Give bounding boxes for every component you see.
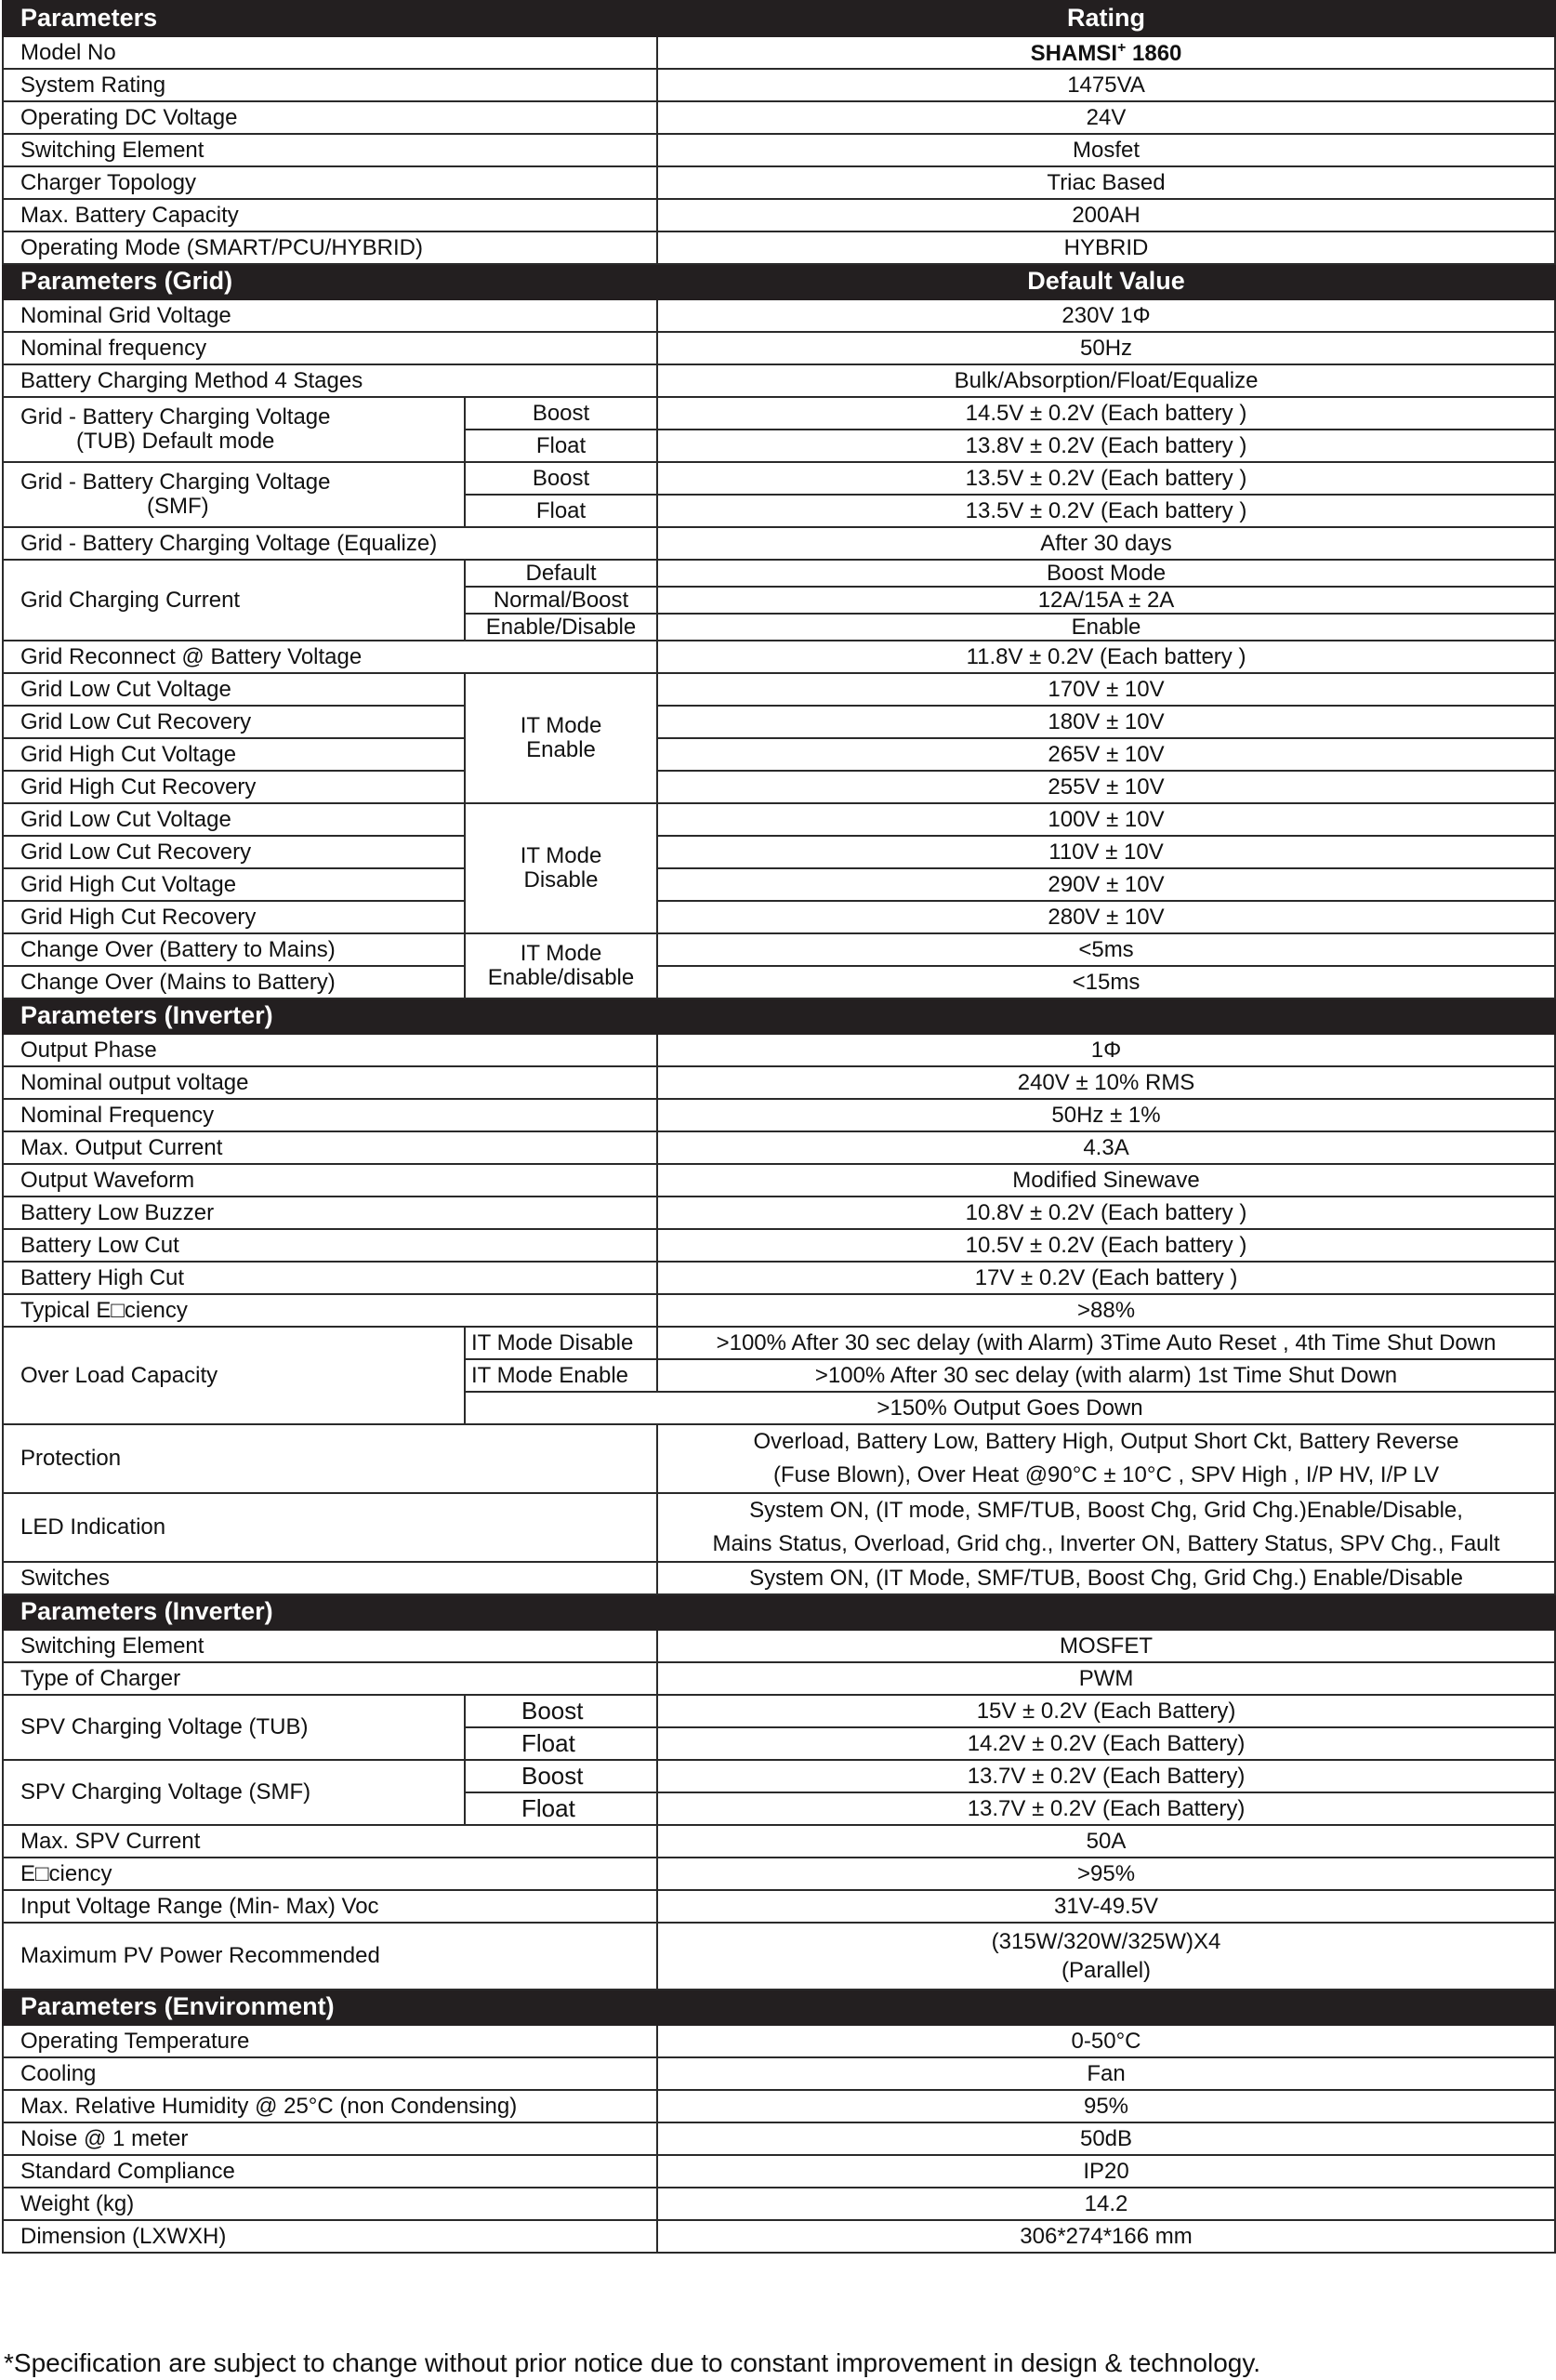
- row-label: Grid Reconnect @ Battery Voltage: [3, 641, 657, 673]
- table-row: [3, 803, 1555, 836]
- row-value: 265V ± 10V: [657, 738, 1555, 771]
- header-parameters-environment: Parameters (Environment): [3, 1990, 1555, 2025]
- tub-voltage-label: [3, 397, 465, 462]
- header-parameters-inverter: Parameters (Inverter): [3, 998, 1555, 1034]
- mode-line: IT Mode: [520, 843, 602, 869]
- table-row: [3, 1562, 1555, 1594]
- row-label: Grid High Cut Recovery: [3, 901, 465, 933]
- table-row: [3, 462, 1555, 495]
- row-value: 280V ± 10V: [657, 901, 1555, 933]
- row-label: Operating Mode (SMART/PCU/HYBRID): [3, 231, 657, 264]
- row-label: Charger Topology: [3, 166, 657, 199]
- row-value: 10.8V ± 0.2V (Each battery ): [657, 1197, 1555, 1229]
- table-row: [3, 933, 1555, 966]
- table-row: [3, 560, 1555, 587]
- table-row: [3, 1066, 1555, 1099]
- row-label: Nominal Frequency: [3, 1099, 657, 1131]
- sub-label: Enable/Disable: [465, 614, 657, 641]
- row-value: >100% After 30 sec delay (with alarm) 1st Time Shut Down: [657, 1359, 1555, 1392]
- row-value: 230V 1Φ: [657, 299, 1555, 332]
- it-mode-changeover-label: [465, 933, 657, 998]
- row-value: 1Φ: [657, 1034, 1555, 1066]
- row-value: 240V ± 10% RMS: [657, 1066, 1555, 1099]
- table-row: [3, 771, 1555, 803]
- row-value: MOSFET: [657, 1630, 1555, 1662]
- sub-label: Float: [465, 1727, 657, 1760]
- row-label: Grid High Cut Voltage: [3, 868, 465, 901]
- mode-line: Enable: [526, 737, 596, 762]
- row-value: 50Hz: [657, 332, 1555, 364]
- row-label: Typical E□ciency: [3, 1294, 657, 1327]
- table-row: [3, 901, 1555, 933]
- table-row: [3, 1858, 1555, 1890]
- row-value: 100V ± 10V: [657, 803, 1555, 836]
- table-row: [3, 2057, 1555, 2090]
- table-row: [3, 36, 1555, 69]
- sub-label: Float: [465, 495, 657, 527]
- value-line: Mains Status, Overload, Grid chg., Inverter ON, Battery Status, SPV Chg., Fault: [712, 1531, 1500, 1556]
- row-label: Standard Compliance: [3, 2155, 657, 2188]
- it-mode-enable-label: [465, 673, 657, 803]
- spv-tub-label: SPV Charging Voltage (TUB): [3, 1695, 465, 1760]
- row-value: 24V: [657, 101, 1555, 134]
- table-row: [3, 2122, 1555, 2155]
- sub-label: Normal/Boost: [465, 587, 657, 614]
- row-value: 170V ± 10V: [657, 673, 1555, 706]
- row-value: 14.2: [657, 2188, 1555, 2220]
- row-label: Grid Low Cut Recovery: [3, 706, 465, 738]
- table-row: [3, 1262, 1555, 1294]
- table-row: [3, 101, 1555, 134]
- row-label: Max. SPV Current: [3, 1825, 657, 1858]
- label-line: Grid - Battery Charging Voltage: [20, 404, 331, 430]
- model-label: Model No: [3, 36, 657, 69]
- row-value: After 30 days: [657, 527, 1555, 560]
- table-row: [3, 69, 1555, 101]
- row-label: LED Indication: [3, 1493, 657, 1562]
- label-line: (TUB) Default mode: [76, 429, 275, 454]
- row-label: System Rating: [3, 69, 657, 101]
- row-label: Output Waveform: [3, 1164, 657, 1197]
- row-label: Nominal output voltage: [3, 1066, 657, 1099]
- row-label: Protection: [3, 1424, 657, 1493]
- value-line: (315W/320W/325W)X4: [991, 1928, 1221, 1954]
- row-value: 14.2V ± 0.2V (Each Battery): [657, 1727, 1555, 1760]
- row-label: Max. Output Current: [3, 1131, 657, 1164]
- table-row: [3, 332, 1555, 364]
- table-row: [3, 1493, 1555, 1562]
- table-row: [3, 231, 1555, 264]
- row-value: 13.8V ± 0.2V (Each battery ): [657, 430, 1555, 462]
- row-label: Cooling: [3, 2057, 657, 2090]
- row-value: 31V-49.5V: [657, 1890, 1555, 1923]
- table-row: [3, 966, 1555, 998]
- row-label: Battery Low Buzzer: [3, 1197, 657, 1229]
- section-header-general: [3, 1, 1555, 36]
- table-row: [3, 1890, 1555, 1923]
- led-value: [657, 1493, 1555, 1562]
- header-parameters-grid: Parameters (Grid): [3, 264, 657, 299]
- row-label: Battery High Cut: [3, 1262, 657, 1294]
- row-value: 180V ± 10V: [657, 706, 1555, 738]
- sub-label: IT Mode Enable: [465, 1359, 657, 1392]
- table-row: [3, 1825, 1555, 1858]
- row-label: Battery Charging Method 4 Stages: [3, 364, 657, 397]
- table-row: [3, 868, 1555, 901]
- row-value: 14.5V ± 0.2V (Each battery ): [657, 397, 1555, 430]
- row-label: Grid High Cut Recovery: [3, 771, 465, 803]
- table-row: [3, 1424, 1555, 1493]
- row-value: 11.8V ± 0.2V (Each battery ): [657, 641, 1555, 673]
- row-value: PWM: [657, 1662, 1555, 1695]
- sub-label: Boost: [465, 397, 657, 430]
- table-row: [3, 2220, 1555, 2253]
- table-row: [3, 397, 1555, 430]
- section-header-inverter: [3, 998, 1555, 1034]
- row-label: E□ciency: [3, 1858, 657, 1890]
- table-row: [3, 527, 1555, 560]
- row-value: Fan: [657, 2057, 1555, 2090]
- label-line: (SMF): [147, 494, 209, 519]
- table-row: [3, 1923, 1555, 1990]
- header-default-value: Default Value: [657, 264, 1555, 299]
- footnote: *Specification are subject to change without prior notice due to constant improvement in design & technology.: [4, 2348, 1261, 2377]
- row-value: 95%: [657, 2090, 1555, 2122]
- row-label: Switching Element: [3, 134, 657, 166]
- table-row: [3, 2090, 1555, 2122]
- value-line: (Parallel): [1062, 1958, 1152, 1983]
- protection-value: [657, 1424, 1555, 1493]
- model-name: SHAMSI: [1030, 40, 1117, 66]
- row-value: 17V ± 0.2V (Each battery ): [657, 1262, 1555, 1294]
- row-value: System ON, (IT Mode, SMF/TUB, Boost Chg, Grid Chg.) Enable/Disable: [657, 1562, 1555, 1594]
- charging-current-label: Grid Charging Current: [3, 560, 465, 641]
- model-number: 1860: [1126, 40, 1182, 66]
- max-pv-value: [657, 1923, 1555, 1990]
- table-row: [3, 1662, 1555, 1695]
- model-value: [657, 36, 1555, 69]
- row-value: Boost Mode: [657, 560, 1555, 587]
- row-label: Grid Low Cut Recovery: [3, 836, 465, 868]
- table-row: [3, 134, 1555, 166]
- row-value: 50dB: [657, 2122, 1555, 2155]
- row-value: 13.7V ± 0.2V (Each Battery): [657, 1792, 1555, 1825]
- row-value: <5ms: [657, 933, 1555, 966]
- row-label: Type of Charger: [3, 1662, 657, 1695]
- overload-label: Over Load Capacity: [3, 1327, 465, 1424]
- row-value: 10.5V ± 0.2V (Each battery ): [657, 1229, 1555, 1262]
- row-value: >100% After 30 sec delay (with Alarm) 3Time Auto Reset , 4th Time Shut Down: [657, 1327, 1555, 1359]
- row-label: Nominal frequency: [3, 332, 657, 364]
- row-label: Switching Element: [3, 1630, 657, 1662]
- row-label: Max. Battery Capacity: [3, 199, 657, 231]
- spec-sheet: [2, 0, 1554, 2254]
- row-label: Grid Low Cut Voltage: [3, 673, 465, 706]
- row-label: Nominal Grid Voltage: [3, 299, 657, 332]
- table-row: [3, 1131, 1555, 1164]
- value-line: Overload, Battery Low, Battery High, Output Short Ckt, Battery Reverse: [753, 1429, 1459, 1454]
- row-label: Battery Low Cut: [3, 1229, 657, 1262]
- table-row: [3, 738, 1555, 771]
- row-label: Operating DC Voltage: [3, 101, 657, 134]
- sub-label: Float: [465, 430, 657, 462]
- table-row: [3, 299, 1555, 332]
- row-label: Input Voltage Range (Min- Max) Voc: [3, 1890, 657, 1923]
- sub-label: Boost: [465, 1760, 657, 1792]
- table-row: [3, 1695, 1555, 1727]
- mode-line: IT Mode: [520, 713, 602, 739]
- sub-label: Default: [465, 560, 657, 587]
- mode-line: Enable/disable: [487, 965, 635, 990]
- row-value: Modified Sinewave: [657, 1164, 1555, 1197]
- section-header-solar: [3, 1594, 1555, 1630]
- table-row: [3, 1760, 1555, 1792]
- row-label: Grid - Battery Charging Voltage (Equalize): [3, 527, 657, 560]
- row-value: 50Hz ± 1%: [657, 1099, 1555, 1131]
- row-label: Grid High Cut Voltage: [3, 738, 465, 771]
- row-label: Change Over (Battery to Mains): [3, 933, 465, 966]
- section-header-grid: [3, 264, 1555, 299]
- row-value: 12A/15A ± 2A: [657, 587, 1555, 614]
- row-value: 1475VA: [657, 69, 1555, 101]
- row-value: Enable: [657, 614, 1555, 641]
- row-value: HYBRID: [657, 231, 1555, 264]
- label-line: Grid - Battery Charging Voltage: [20, 469, 331, 496]
- header-parameters-solar: Parameters (Inverter): [3, 1594, 1555, 1630]
- section-header-environment: [3, 1990, 1555, 2025]
- row-value: >88%: [657, 1294, 1555, 1327]
- table-row: [3, 2155, 1555, 2188]
- row-value: <15ms: [657, 966, 1555, 998]
- row-value: IP20: [657, 2155, 1555, 2188]
- table-row: [3, 673, 1555, 706]
- row-label: Change Over (Mains to Battery): [3, 966, 465, 998]
- row-label: Maximum PV Power Recommended: [3, 1923, 657, 1990]
- table-row: [3, 1229, 1555, 1262]
- table-row: [3, 2188, 1555, 2220]
- table-row: [3, 1630, 1555, 1662]
- row-value: Triac Based: [657, 166, 1555, 199]
- row-value: 306*274*166 mm: [657, 2220, 1555, 2253]
- row-value: Bulk/Absorption/Float/Equalize: [657, 364, 1555, 397]
- table-row: [3, 2025, 1555, 2057]
- header-rating: Rating: [657, 1, 1555, 36]
- mode-line: Disable: [523, 867, 599, 892]
- table-row: [3, 836, 1555, 868]
- specification-table: [2, 0, 1556, 2254]
- row-value: 13.5V ± 0.2V (Each battery ): [657, 495, 1555, 527]
- row-label: Noise @ 1 meter: [3, 2122, 657, 2155]
- mode-line: IT Mode: [520, 941, 602, 967]
- table-row: [3, 706, 1555, 738]
- row-label: Output Phase: [3, 1034, 657, 1066]
- value-line: (Fuse Blown), Over Heat @90°C ± 10°C , SPV High , I/P HV, I/P LV: [772, 1462, 1440, 1488]
- table-row: [3, 166, 1555, 199]
- row-value: 15V ± 0.2V (Each Battery): [657, 1695, 1555, 1727]
- row-value: 13.7V ± 0.2V (Each Battery): [657, 1760, 1555, 1792]
- it-mode-disable-label: [465, 803, 657, 933]
- row-value: 13.5V ± 0.2V (Each battery ): [657, 462, 1555, 495]
- table-row: [3, 1164, 1555, 1197]
- value-line: System ON, (IT mode, SMF/TUB, Boost Chg, Grid Chg.)Enable/Disable,: [749, 1498, 1463, 1523]
- sub-label: Boost: [465, 462, 657, 495]
- spv-smf-label: SPV Charging Voltage (SMF): [3, 1760, 465, 1825]
- row-value: 255V ± 10V: [657, 771, 1555, 803]
- row-label: Grid Low Cut Voltage: [3, 803, 465, 836]
- table-row: [3, 1327, 1555, 1359]
- row-value: Mosfet: [657, 134, 1555, 166]
- row-value: 200AH: [657, 199, 1555, 231]
- row-value: 110V ± 10V: [657, 836, 1555, 868]
- table-row: [3, 364, 1555, 397]
- row-label: Switches: [3, 1562, 657, 1594]
- sub-label: Boost: [465, 1695, 657, 1727]
- table-row: [3, 1197, 1555, 1229]
- row-value: 50A: [657, 1825, 1555, 1858]
- sub-label: IT Mode Disable: [465, 1327, 657, 1359]
- sub-label: Float: [465, 1792, 657, 1825]
- model-superscript: +: [1116, 39, 1127, 56]
- row-value: 290V ± 10V: [657, 868, 1555, 901]
- row-value: >150% Output Goes Down: [465, 1392, 1555, 1424]
- row-label: Operating Temperature: [3, 2025, 657, 2057]
- table-row: [3, 641, 1555, 673]
- header-parameters: Parameters: [3, 1, 657, 36]
- row-label: Weight (kg): [3, 2188, 657, 2220]
- row-value: >95%: [657, 1858, 1555, 1890]
- row-value: 0-50°C: [657, 2025, 1555, 2057]
- table-row: [3, 199, 1555, 231]
- row-label: Max. Relative Humidity @ 25°C (non Condensing): [3, 2090, 657, 2122]
- smf-voltage-label: [3, 462, 465, 527]
- table-row: [3, 1099, 1555, 1131]
- table-row: [3, 1294, 1555, 1327]
- row-value: 4.3A: [657, 1131, 1555, 1164]
- row-label: Dimension (LXWXH): [3, 2220, 657, 2253]
- table-row: [3, 1034, 1555, 1066]
